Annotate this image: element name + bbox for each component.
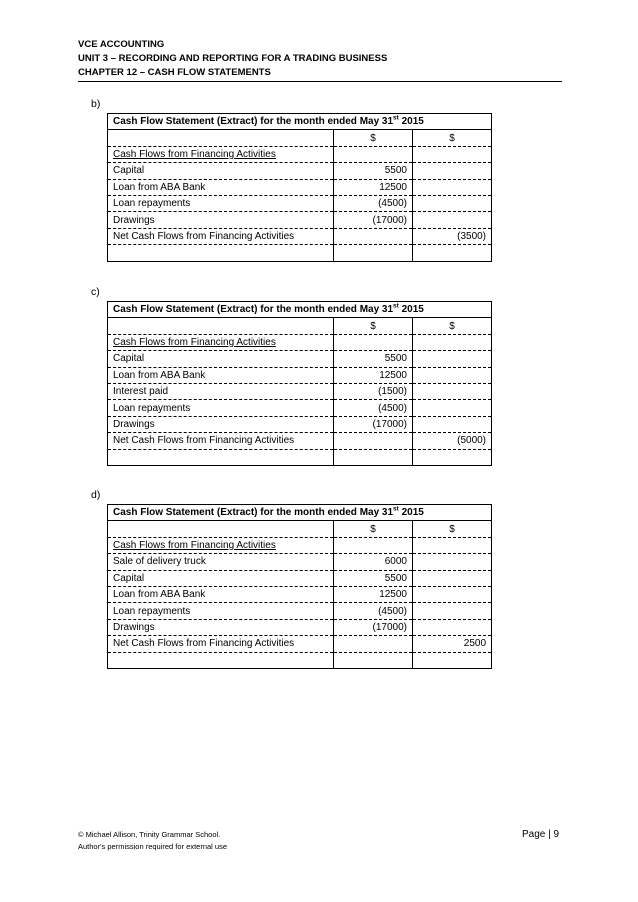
row-item: Interest paid	[108, 383, 334, 399]
row-amount: 5500	[334, 570, 413, 586]
empty-row	[108, 449, 492, 465]
table-row	[108, 367, 492, 383]
table-title-row	[108, 302, 492, 318]
row-amount: 12500	[334, 179, 413, 195]
row-item: Loan repayments	[108, 400, 334, 416]
net-amount: (3500)	[413, 228, 492, 244]
statement-title: Cash Flow Statement (Extract) for the month ended May 31st 2015	[108, 505, 492, 521]
cash-flow-table-b	[107, 113, 492, 262]
row-item: Capital	[108, 163, 334, 179]
table-row	[108, 603, 492, 619]
part-d-label: d)	[91, 489, 101, 501]
section-heading-row	[108, 334, 492, 350]
row-item: Drawings	[108, 619, 334, 635]
net-amount: 2500	[413, 636, 492, 652]
page-number: Page | 9	[522, 829, 560, 840]
statement-title: Cash Flow Statement (Extract) for the month ended May 31st 2015	[108, 302, 492, 318]
row-item: Loan repayments	[108, 195, 334, 211]
page-footer	[78, 829, 227, 853]
part-b-label: b)	[91, 98, 101, 110]
table-row	[108, 586, 492, 602]
statement-title: Cash Flow Statement (Extract) for the month ended May 31st 2015	[108, 114, 492, 130]
copyright-text: © Michael Allison, Trinity Grammar School.	[78, 830, 221, 839]
row-amount: (17000)	[334, 212, 413, 228]
header-divider	[78, 81, 562, 82]
currency-header: $	[334, 130, 413, 146]
cash-flow-table-c	[107, 301, 492, 466]
row-item: Loan from ABA Bank	[108, 586, 334, 602]
row-item: Loan from ABA Bank	[108, 179, 334, 195]
empty-row	[108, 245, 492, 261]
section-heading-row	[108, 537, 492, 553]
row-item: Capital	[108, 351, 334, 367]
currency-row	[108, 130, 492, 146]
net-label: Net Cash Flows from Financing Activities	[108, 433, 334, 449]
table-row	[108, 383, 492, 399]
section-heading: Cash Flows from Financing Activities	[108, 537, 334, 553]
currency-header: $	[334, 318, 413, 334]
currency-header: $	[334, 521, 413, 537]
page-header	[78, 38, 562, 80]
empty-row	[108, 652, 492, 668]
table-row	[108, 400, 492, 416]
table-row	[108, 570, 492, 586]
table-row	[108, 163, 492, 179]
currency-header: $	[413, 318, 492, 334]
section-heading: Cash Flows from Financing Activities	[108, 146, 334, 162]
section-heading-row	[108, 146, 492, 162]
table-row	[108, 179, 492, 195]
subject-heading: VCE ACCOUNTING	[78, 39, 165, 50]
row-amount: (4500)	[334, 195, 413, 211]
row-item: Sale of delivery truck	[108, 554, 334, 570]
section-heading: Cash Flows from Financing Activities	[108, 334, 334, 350]
row-amount: (17000)	[334, 416, 413, 432]
net-row	[108, 228, 492, 244]
row-item: Loan repayments	[108, 603, 334, 619]
net-row	[108, 433, 492, 449]
table-row	[108, 554, 492, 570]
permission-text: Author's permission required for external use	[78, 842, 228, 851]
row-amount: (4500)	[334, 400, 413, 416]
row-amount: 6000	[334, 554, 413, 570]
part-c-label: c)	[91, 286, 100, 298]
net-label: Net Cash Flows from Financing Activities	[108, 228, 334, 244]
unit-heading: UNIT 3 – RECORDING AND REPORTING FOR A TRADING BUSINESS	[78, 53, 388, 64]
currency-header: $	[413, 130, 492, 146]
net-row	[108, 636, 492, 652]
cash-flow-table-d	[107, 504, 492, 669]
chapter-heading: CHAPTER 12 – CASH FLOW STATEMENTS	[78, 67, 271, 78]
net-amount: (5000)	[413, 433, 492, 449]
currency-row	[108, 318, 492, 334]
table-row	[108, 212, 492, 228]
row-amount: 12500	[334, 586, 413, 602]
row-amount: 12500	[334, 367, 413, 383]
row-amount: 5500	[334, 163, 413, 179]
table-title-row	[108, 114, 492, 130]
table-title-row	[108, 505, 492, 521]
table-row	[108, 619, 492, 635]
row-item: Drawings	[108, 212, 334, 228]
row-amount: (4500)	[334, 603, 413, 619]
row-item: Loan from ABA Bank	[108, 367, 334, 383]
row-item: Capital	[108, 570, 334, 586]
row-amount: 5500	[334, 351, 413, 367]
row-amount: (17000)	[334, 619, 413, 635]
row-amount: (1500)	[334, 383, 413, 399]
net-label: Net Cash Flows from Financing Activities	[108, 636, 334, 652]
table-row	[108, 416, 492, 432]
currency-header: $	[413, 521, 492, 537]
row-item: Drawings	[108, 416, 334, 432]
table-row	[108, 195, 492, 211]
table-row	[108, 351, 492, 367]
currency-row	[108, 521, 492, 537]
